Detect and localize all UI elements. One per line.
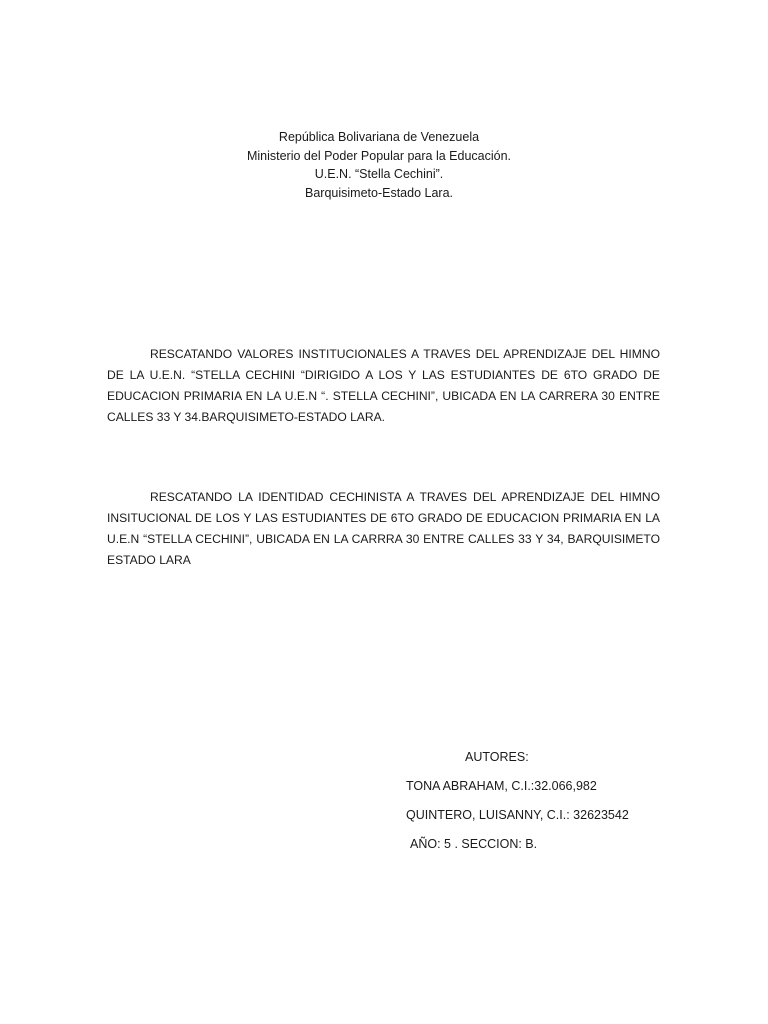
header-country: República Bolivariana de Venezuela [278, 130, 480, 144]
author-line-1: TONA ABRAHAM, C.I.:32.066,982 [406, 779, 597, 793]
header-ministry: Ministerio del Poder Popular para la Educación. [246, 148, 512, 163]
title-paragraph-2: RESCATANDO LA IDENTIDAD CECHINISTA A TRAVES DEL APRENDIZAJE DEL HIMNO INSITUCIONAL DE LOS Y LAS ESTUDIANTES DE 6TO GRADO DE EDUCACION PRIMARIA EN LA U.E.N “STELLA CECHINI”, UBICADA EN LA CARRRA 30 ENTRE CALLES 33 Y 34, BARQUISIMETO ESTADO LARA [107, 490, 660, 567]
institution-header [0, 128, 758, 202]
header-location: Barquisimeto-Estado Lara. [305, 185, 453, 200]
authors-heading: AUTORES: [465, 750, 529, 764]
header-school: U.E.N. “Stella Cechini”. [314, 167, 444, 181]
year-section-line: AÑO: 5 . SECCION: B. [410, 837, 538, 851]
title-paragraph-1: RESCATANDO VALORES INSTITUCIONALES A TRAVES DEL APRENDIZAJE DEL HIMNO DE LA U.E.N. “STELLA CECHINI “DIRIGIDO A LOS Y LAS ESTUDIANTES DE 6TO GRADO DE EDUCACION PRIMARIA EN LA U.E.N “. STELLA CECHINI”, UBICADA EN LA CARRERA 30 ENTRE CALLES 33 Y 34.BARQUISIMETO-ESTADO LARA. [107, 347, 660, 424]
author-line-2: QUINTERO, LUISANNY, C.I.: 32623542 [406, 808, 629, 822]
